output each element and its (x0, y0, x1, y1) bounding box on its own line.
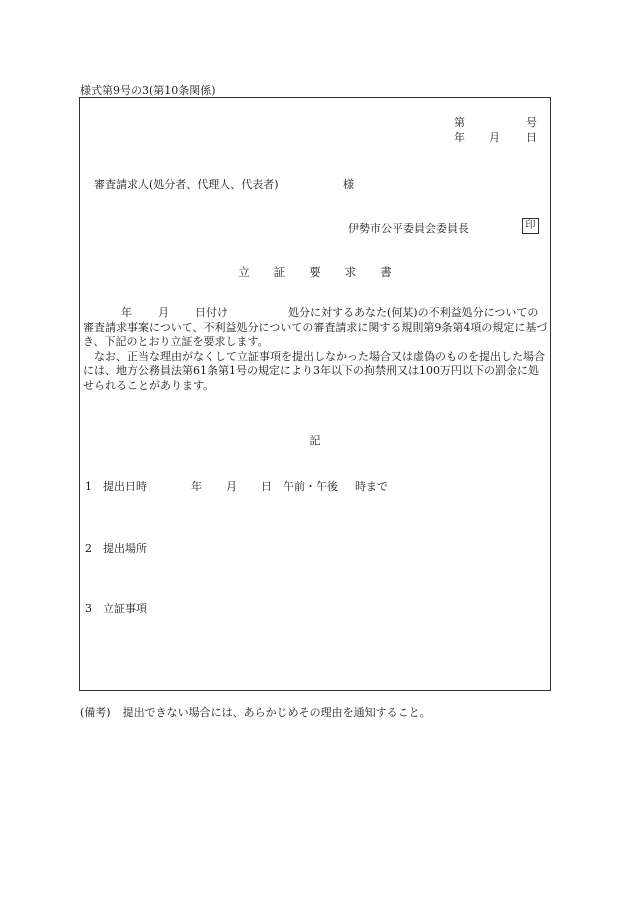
body-day: 日付け (195, 306, 228, 319)
body-month: 月 (158, 306, 169, 319)
date-year: 年 (454, 131, 465, 144)
item-proof-matters (85, 600, 147, 616)
item-label: 立証事項 (103, 602, 147, 615)
item-number: 3 (85, 602, 92, 615)
body-text (83, 306, 549, 393)
body-paragraph-2: なお、正当な理由がなくして立証事項を提出しなかった場合又は虚偽のものを提出した場合には、地方公務員法第61条第1号の規定により3年以下の拘禁刑又は100万円以下の罰金に処せられることがあります。 (83, 349, 545, 392)
item-year: 年 (191, 480, 202, 493)
item-month: 月 (226, 480, 237, 493)
item-submission-place (85, 540, 147, 556)
addressee-honorific: 様 (343, 178, 354, 191)
number-label: 第 (454, 116, 465, 129)
item-label: 提出場所 (103, 542, 147, 555)
document-frame (79, 97, 551, 691)
date-day: 日 (526, 131, 537, 144)
body-line1-rest: 処分に対するあなた(何某)の不利益処分についての審査請求事案について、不利益処分についての審査請求に関する規則第9条第4項の規定に基づき、下記のとおり立証を要求します。 (83, 306, 548, 348)
item-until: 時まで (355, 480, 388, 493)
body-year: 年 (121, 306, 132, 319)
item-number: 2 (85, 542, 92, 555)
issuer-name: 伊勢市公平委員会委員長 (348, 222, 469, 235)
item-submission-datetime (85, 478, 388, 494)
remarks-note (80, 704, 431, 720)
number-suffix: 号 (526, 116, 537, 129)
remarks-text: 提出できない場合には、あらかじめその理由を通知すること。 (122, 706, 431, 719)
addressee-label: 審査請求人(処分者、代理人、代表者) (94, 178, 279, 191)
document-title: 立証要求書 (238, 265, 416, 279)
ki-heading: 記 (309, 434, 321, 447)
seal-box: 印 (522, 218, 539, 234)
date-month: 月 (489, 131, 500, 144)
item-day: 日 (261, 480, 272, 493)
remarks-label: (備考) (80, 706, 111, 719)
form-label: 様式第9号の3(第10条関係) (80, 84, 216, 97)
body-paragraph-1 (83, 306, 549, 350)
item-ampm: 午前・午後 (283, 480, 338, 493)
item-number: 1 (85, 480, 92, 493)
item-label: 提出日時 (103, 480, 147, 493)
